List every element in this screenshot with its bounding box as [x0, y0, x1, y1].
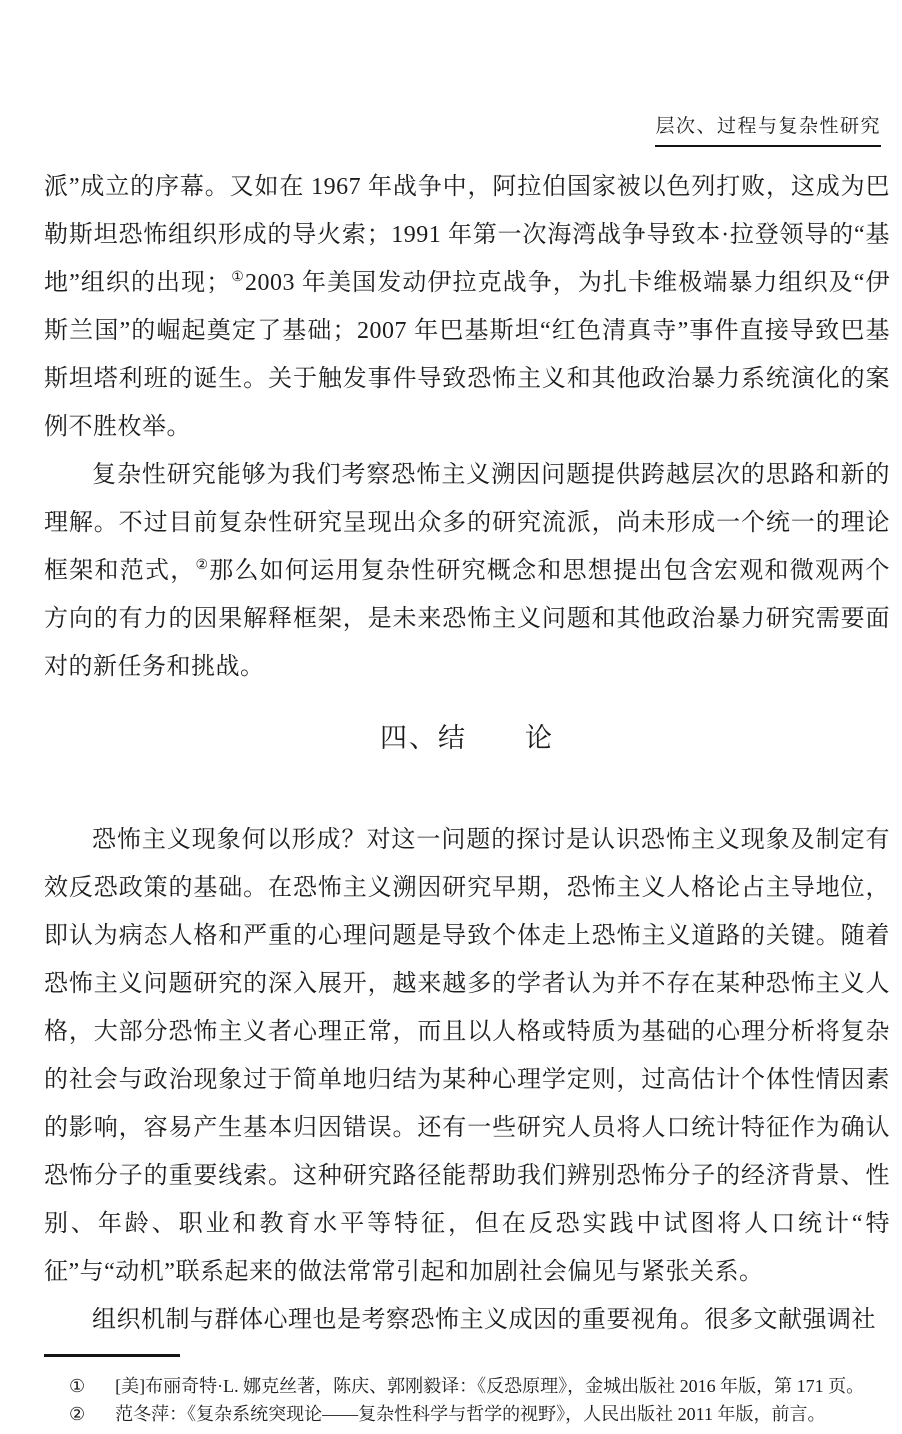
section-heading-conclusion: 四、结 论 [380, 723, 554, 753]
footnote-2 [44, 1400, 878, 1428]
paragraph-2-text-after-note: 那么如何运用复杂性研究概念和思想提出包含宏观和微观两个方向的有力的因果解释框架，是未来恐怖主义问题和其他政治暴力研究需要面对的新任务和挑战。 [44, 558, 891, 680]
footnotes-section [44, 1354, 878, 1428]
paragraph-3: 恐怖主义现象何以形成？对这一问题的探讨是认识恐怖主义现象及制定有效反恐政策的基础。在恐怖主义溯因研究早期，恐怖主义人格论占主导地位，即认为病态人格和严重的心理问题是导致个体走上恐怖主义道路的关键。随着恐怖主义问题研究的深入展开，越来越多的学者认为并不存在某种恐怖主义人格，大部分恐怖主义者心理正常，而且以人格或特质为基础的心理分析将复杂的社会与政治现象过于简单地归结为某种心理学定则，过高估计个体性情因素的影响，容易产生基本归因错误。还有一些研究人员将人口统计特征作为确认恐怖分子的重要线索。这种研究路径能帮助我们辨别恐怖分子的经济背景、性别、年龄、职业和教育水平等特征，但在反恐实践中试图将人口统计“特征”与“动机”联系起来的做法常常引起和加剧社会偏见与紧张关系。 [44, 827, 890, 1285]
paragraph-2-text-before-note: 复杂性研究能够为我们考察恐怖主义溯因问题提供跨越层次的思路和新的理解。不过目前复杂性研究呈现出众多的研究流派，尚未形成一个统一的理论框架和范式， [44, 462, 890, 584]
paragraph-1-text-before-note: 派”成立的序幕。又如在 1967 年战争中，阿拉伯国家被以色列打败，这成为巴勒斯坦恐怖组织形成的导火索；1991 年第一次海湾战争导致本·拉登领导的“基地”组织的出现； [44, 174, 890, 296]
running-header-title: 层次、过程与复杂性研究 [655, 116, 881, 137]
body-text [44, 163, 890, 1344]
footnote-2-marker: ② [69, 1404, 86, 1424]
running-header [655, 111, 881, 147]
footnote-reference-1: ① [230, 270, 245, 285]
paragraph-1 [44, 163, 890, 451]
paragraph-4: 组织机制与群体心理也是考察恐怖主义成因的重要视角。很多文献强调社 [92, 1307, 876, 1333]
footnote-separator-rule [44, 1354, 180, 1357]
footnote-2-text: 范冬萍：《复杂系统突现论——复杂性科学与哲学的视野》，人民出版社 2011 年版，前言。 [115, 1404, 826, 1424]
footnote-1 [44, 1372, 878, 1400]
paragraph-2 [44, 451, 890, 691]
footnote-reference-2: ② [195, 558, 210, 573]
footnote-1-text: [美]布丽奇特·L. 娜克丝著，陈庆、郭刚毅译：《反恐原理》，金城出版社 2016 年版，第 171 页。 [115, 1376, 865, 1396]
footnote-1-marker: ① [69, 1376, 86, 1396]
paragraph-1-text-after-note: 2003 年美国发动伊拉克战争，为扎卡维极端暴力组织及“伊斯兰国”的崛起奠定了基础；2007 年巴基斯坦“红色清真寺”事件直接导致巴基斯坦塔利班的诞生。关于触发事件导致恐怖主义和其他政治暴力系统演化的案例不胜枚举。 [44, 270, 890, 440]
